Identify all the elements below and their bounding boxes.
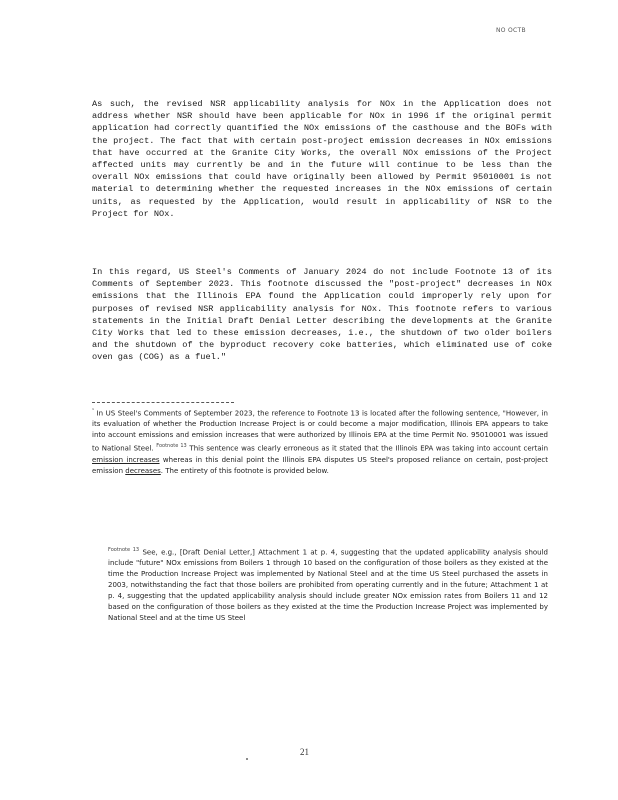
footnote-1-reference: Footnote 13 (156, 443, 187, 450)
footnote-13-text: See, e.g., [Draft Denial Letter,] Attachment 1 at p. 4, suggesting that the updated applicability analysis should include "future" NOx emissions from Boilers 1 through 10 based on the configuration of those boilers as they existed at the time the Production Increase Project was implemented by National Steel and at the time US Steel purchased the assets in 2003, notwithstanding the fact that those boilers are prohibited from operating currently and in the future; Attachment 1 at p. 4, suggesting that the updated applicability analysis should include greater NOx emission rates from Boilers 11 and 12 based on the configuration of those boilers as they existed at the time the Production Increase Project was implemented by National Steel and at the time US Steel (108, 548, 548, 623)
scan-speck (246, 758, 248, 760)
footnote-1-text-mid: This sentence was clearly erroneous as it stated that the Illinois EPA was taking into account certain (189, 444, 549, 453)
body-paragraph-2: In this regard, US Steel's Comments of January 2024 do not include Footnote 13 of its Comments of September 2023. This footnote discussed the "post-project" decreases in NOx emissions that the Illinois EPA found the Application could improperly rely upon for purposes of revised NSR applicability analysis for NOx. This footnote refers to various statements in the Initial Draft Denial Letter describing the developments at the Granite City Works that led to these emission decreases, i.e., the shutdown of two older boilers and the shutdown of the byproduct recovery coke batteries, which eliminated use of coke oven gas (COG) as a fuel." (92, 267, 552, 363)
footnote-1-marker: ¹ (92, 408, 95, 414)
page-number: 21 (300, 747, 309, 757)
body-paragraph-1: As such, the revised NSR applicability analysis for NOx in the Application does not address whether NSR should have been applicable for NOx in 1996 if the original permit application had correctly quantified the NOx emissions of the casthouse and the BOFs with the project. The fact that with certain post-project emission decreases in NOx emissions that have occurred at the Granite City Works, the overall NOx emissions of the Project affected units may currently be and in the future will continue to be less than the overall NOx emissions that could have originally been allowed by Permit 95010001 is not material to determining whether the requested increases in the NOx emissions of certain units, as requested by the Application, would result in applicability of NSR to the Project for NOx. (92, 99, 552, 219)
footnote-1-text-start: In US Steel's Comments of September 2023, the reference to Footnote 13 is located after the following sentence, "However, in its evaluation of whether the Production Increase Project is or could become a major modification, Illinois EPA appears to take into account emissions and emission increases that were authorized by Illinois EPA at the time Permit No. 95010001 was issued to National Steel. (92, 409, 548, 453)
footnote-1-text-end: . The entirety of this footnote is provided below. (160, 466, 329, 475)
footnote-1-emphasis-decreases: decreases (125, 466, 161, 475)
header-tag: NO OCTB (496, 27, 526, 34)
footnote-separator (92, 402, 234, 403)
footnote-1-emphasis-increases: emission increases (92, 455, 160, 464)
footnote-13-marker: Footnote 13 (108, 547, 140, 553)
footnote-1 (92, 406, 548, 477)
footnote-1-text-after: whereas in this denial point the Illinois EPA disputes US Steel's proposed reliance on certain, post-project emission (92, 455, 548, 475)
footnote-13 (108, 545, 548, 624)
